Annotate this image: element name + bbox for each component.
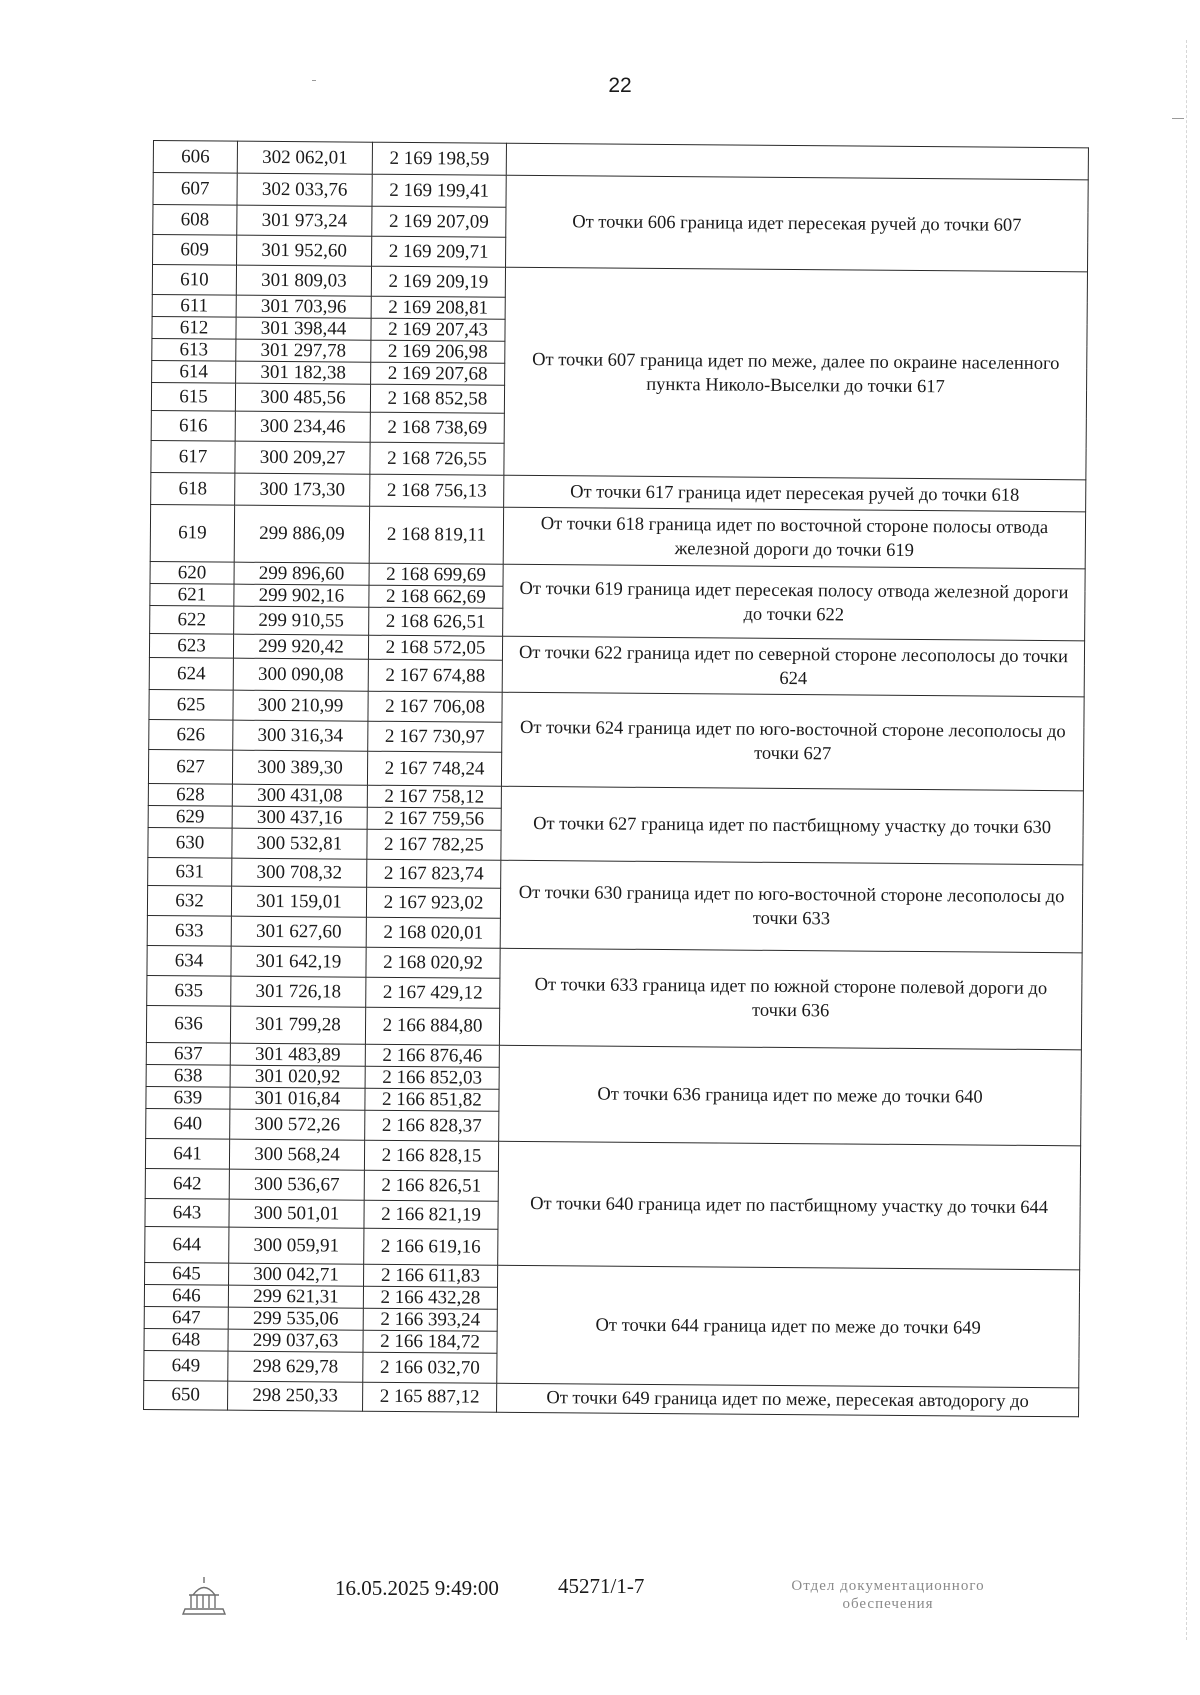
point-number-cell: 614 xyxy=(152,360,236,383)
y-coordinate-cell: 2 166 828,15 xyxy=(364,1140,498,1171)
x-coordinate-cell: 299 896,60 xyxy=(234,562,369,585)
x-coordinate-cell: 301 398,44 xyxy=(236,317,371,340)
point-number-cell: 644 xyxy=(145,1226,229,1263)
x-coordinate-cell: 301 020,92 xyxy=(230,1065,365,1088)
y-coordinate-cell: 2 167 706,08 xyxy=(368,691,502,722)
stamp-line-2: обеспечения xyxy=(842,1596,934,1612)
point-number-cell: 634 xyxy=(147,945,231,976)
y-coordinate-cell: 2 169 207,68 xyxy=(371,362,505,385)
y-coordinate-cell: 2 166 852,03 xyxy=(365,1066,499,1089)
point-number-cell: 627 xyxy=(148,749,232,784)
scan-edge-mark xyxy=(1186,40,1191,1640)
point-number-cell: 621 xyxy=(150,583,234,606)
x-coordinate-cell: 299 920,42 xyxy=(233,634,368,659)
y-coordinate-cell: 2 169 207,43 xyxy=(371,318,505,341)
boundary-description-cell: От точки 636 граница идет по меже до точки 640 xyxy=(499,1045,1082,1146)
point-number-cell: 620 xyxy=(150,561,234,584)
boundary-description-cell: От точки 644 граница идет по меже до точки 649 xyxy=(497,1265,1080,1388)
y-coordinate-cell: 2 166 876,46 xyxy=(365,1044,499,1067)
point-number-cell: 612 xyxy=(152,316,236,339)
point-number-cell: 615 xyxy=(151,382,235,411)
document-code: 45271/1-7 xyxy=(558,1574,645,1598)
point-number-cell: 630 xyxy=(148,827,232,858)
point-number-cell: 640 xyxy=(146,1108,230,1139)
y-coordinate-cell: 2 168 738,69 xyxy=(370,412,504,443)
scan-speck xyxy=(1172,118,1184,119)
x-coordinate-cell: 300 210,99 xyxy=(233,690,368,721)
point-number-cell: 638 xyxy=(146,1064,230,1087)
y-coordinate-cell: 2 166 184,72 xyxy=(363,1330,497,1353)
point-number-cell: 618 xyxy=(151,472,235,505)
boundary-description-cell: От точки 633 граница идет по южной стороне полевой дороги до точки 636 xyxy=(499,948,1082,1050)
x-coordinate-cell: 301 726,18 xyxy=(231,976,366,1007)
point-number-cell: 635 xyxy=(147,975,231,1006)
x-coordinate-cell: 301 627,60 xyxy=(231,916,366,947)
point-number-cell: 636 xyxy=(146,1005,230,1043)
boundary-description-cell: От точки 630 граница идет по юго-восточной стороне лесополосы до точки 633 xyxy=(500,860,1083,953)
x-coordinate-cell: 299 535,06 xyxy=(228,1307,363,1330)
point-number-cell: 642 xyxy=(145,1168,229,1199)
point-number-cell: 631 xyxy=(148,857,232,886)
x-coordinate-cell: 299 910,55 xyxy=(234,606,369,635)
point-number-cell: 606 xyxy=(153,141,237,174)
y-coordinate-cell: 2 166 851,82 xyxy=(365,1088,499,1111)
y-coordinate-cell: 2 167 823,74 xyxy=(367,859,501,888)
point-number-cell: 625 xyxy=(149,689,233,720)
point-number-cell: 641 xyxy=(145,1138,229,1169)
point-number-cell: 646 xyxy=(144,1284,228,1307)
y-coordinate-cell: 2 168 572,05 xyxy=(368,635,502,660)
print-datetime: 16.05.2025 9:49:00 xyxy=(335,1576,499,1600)
x-coordinate-cell: 300 059,91 xyxy=(229,1227,364,1264)
y-coordinate-cell: 2 166 393,24 xyxy=(363,1308,497,1331)
y-coordinate-cell: 2 166 619,16 xyxy=(364,1228,498,1265)
point-number-cell: 623 xyxy=(149,633,233,658)
x-coordinate-cell: 301 016,84 xyxy=(230,1087,365,1110)
x-coordinate-cell: 299 621,31 xyxy=(228,1285,363,1308)
y-coordinate-cell: 2 168 819,11 xyxy=(369,506,503,564)
x-coordinate-cell: 301 973,24 xyxy=(237,205,372,236)
y-coordinate-cell: 2 167 782,25 xyxy=(367,829,501,860)
x-coordinate-cell: 300 173,30 xyxy=(235,473,370,506)
x-coordinate-cell: 300 389,30 xyxy=(232,750,367,785)
point-number-cell: 626 xyxy=(149,719,233,750)
x-coordinate-cell: 300 431,08 xyxy=(232,784,367,807)
table-row xyxy=(144,1380,1079,1416)
point-number-cell: 611 xyxy=(152,294,236,317)
point-number-cell: 639 xyxy=(146,1086,230,1109)
y-coordinate-cell: 2 168 699,69 xyxy=(369,563,503,586)
point-number-cell: 628 xyxy=(148,783,232,806)
y-coordinate-cell: 2 167 759,56 xyxy=(367,807,501,830)
point-number-cell: 616 xyxy=(151,410,235,441)
x-coordinate-cell: 301 642,19 xyxy=(231,946,366,977)
y-coordinate-cell: 2 169 209,71 xyxy=(372,236,506,267)
x-coordinate-cell: 300 501,01 xyxy=(229,1199,364,1228)
x-coordinate-cell: 299 902,16 xyxy=(234,584,369,607)
boundary-description-cell: От точки 619 граница идет пересекая полосу отвода железной дороги до точки 622 xyxy=(503,564,1086,641)
point-number-cell: 650 xyxy=(144,1380,228,1410)
y-coordinate-cell: 2 168 020,01 xyxy=(366,917,500,948)
y-coordinate-cell: 2 167 748,24 xyxy=(367,751,501,786)
y-coordinate-cell: 2 168 662,69 xyxy=(369,585,503,608)
y-coordinate-cell: 2 168 756,13 xyxy=(370,474,504,507)
boundary-description-cell: От точки 627 граница идет по пастбищному участку до точки 630 xyxy=(501,786,1084,865)
y-coordinate-cell: 2 166 432,28 xyxy=(363,1286,497,1309)
point-number-cell: 617 xyxy=(151,440,235,473)
point-number-cell: 613 xyxy=(152,338,236,361)
point-number-cell: 608 xyxy=(153,205,237,236)
coordinates-table xyxy=(143,140,1089,1417)
coordinates-table-body xyxy=(144,141,1089,1417)
boundary-description-cell: От точки 624 граница идет по юго-восточной стороне лесополосы до точки 627 xyxy=(501,692,1084,791)
point-number-cell: 607 xyxy=(153,173,237,206)
point-number-cell: 610 xyxy=(152,265,236,296)
table-row xyxy=(150,504,1085,568)
point-number-cell: 633 xyxy=(147,915,231,946)
x-coordinate-cell: 299 037,63 xyxy=(228,1329,363,1352)
y-coordinate-cell: 2 166 884,80 xyxy=(365,1007,499,1045)
y-coordinate-cell: 2 169 207,09 xyxy=(372,206,506,237)
y-coordinate-cell: 2 168 726,55 xyxy=(370,442,504,475)
point-number-cell: 619 xyxy=(150,504,234,562)
point-number-cell: 648 xyxy=(144,1328,228,1351)
point-number-cell: 624 xyxy=(149,657,233,690)
y-coordinate-cell: 2 169 208,81 xyxy=(371,296,505,319)
description-cell-empty xyxy=(506,143,1088,180)
x-coordinate-cell: 298 250,33 xyxy=(228,1381,363,1411)
y-coordinate-cell: 2 169 199,41 xyxy=(372,174,506,207)
x-coordinate-cell: 300 568,24 xyxy=(229,1139,364,1170)
x-coordinate-cell: 300 536,67 xyxy=(229,1169,364,1200)
x-coordinate-cell: 301 182,38 xyxy=(236,361,371,384)
department-stamp xyxy=(738,1577,1038,1613)
y-coordinate-cell: 2 167 758,12 xyxy=(367,785,501,808)
point-number-cell: 643 xyxy=(145,1198,229,1227)
point-number-cell: 629 xyxy=(148,805,232,828)
y-coordinate-cell: 2 166 826,51 xyxy=(364,1170,498,1201)
point-number-cell: 637 xyxy=(146,1042,230,1065)
y-coordinate-cell: 2 167 674,88 xyxy=(368,659,502,692)
y-coordinate-cell: 2 169 198,59 xyxy=(372,142,506,175)
y-coordinate-cell: 2 167 429,12 xyxy=(366,977,500,1008)
y-coordinate-cell: 2 166 828,37 xyxy=(365,1110,499,1141)
y-coordinate-cell: 2 169 209,19 xyxy=(371,266,505,297)
x-coordinate-cell: 300 090,08 xyxy=(233,658,368,691)
boundary-description-cell: От точки 617 граница идет пересекая ручей до точки 618 xyxy=(504,475,1086,512)
x-coordinate-cell: 300 234,46 xyxy=(235,411,370,442)
x-coordinate-cell: 299 886,09 xyxy=(234,505,369,563)
point-number-cell: 645 xyxy=(145,1262,229,1285)
point-number-cell: 649 xyxy=(144,1350,228,1381)
y-coordinate-cell: 2 167 730,97 xyxy=(368,721,502,752)
x-coordinate-cell: 302 033,76 xyxy=(237,173,372,206)
x-coordinate-cell: 300 437,16 xyxy=(232,806,367,829)
boundary-description-cell: От точки 622 граница идет по северной стороне лесополосы до точки 624 xyxy=(502,636,1084,697)
y-coordinate-cell: 2 166 821,19 xyxy=(364,1200,498,1229)
point-number-cell: 622 xyxy=(150,605,234,634)
x-coordinate-cell: 302 062,01 xyxy=(237,141,372,174)
boundary-description-cell: От точки 618 граница идет по восточной стороне полосы отвода железной дороги до точки 619 xyxy=(503,507,1085,569)
x-coordinate-cell: 300 485,56 xyxy=(235,383,370,412)
x-coordinate-cell: 301 952,60 xyxy=(237,235,372,266)
point-number-cell: 632 xyxy=(147,885,231,916)
stamp-line-1: Отдел документационного xyxy=(791,1578,985,1594)
x-coordinate-cell: 301 799,28 xyxy=(230,1006,365,1044)
y-coordinate-cell: 2 166 032,70 xyxy=(363,1352,497,1383)
y-coordinate-cell: 2 167 923,02 xyxy=(366,887,500,918)
boundary-description-cell: От точки 607 граница идет по меже, далее по окраине населенного пункта Николо-Выселки до точки 617 xyxy=(504,267,1088,480)
emblem-icon xyxy=(180,1574,228,1618)
x-coordinate-cell: 301 483,89 xyxy=(230,1043,365,1066)
x-coordinate-cell: 300 532,81 xyxy=(232,828,367,859)
x-coordinate-cell: 300 708,32 xyxy=(232,858,367,887)
y-coordinate-cell: 2 168 852,58 xyxy=(370,384,504,413)
y-coordinate-cell: 2 165 887,12 xyxy=(363,1382,497,1412)
x-coordinate-cell: 300 209,27 xyxy=(235,441,370,474)
point-number-cell: 647 xyxy=(144,1306,228,1329)
y-coordinate-cell: 2 166 611,83 xyxy=(364,1264,498,1287)
boundary-description-cell: От точки 640 граница идет по пастбищному участку до точки 644 xyxy=(498,1141,1081,1270)
boundary-description-cell: От точки 649 граница идет по меже, пересекая автодорогу до xyxy=(497,1383,1079,1417)
y-coordinate-cell: 2 168 020,92 xyxy=(366,947,500,978)
x-coordinate-cell: 301 809,03 xyxy=(236,265,371,296)
x-coordinate-cell: 301 703,96 xyxy=(236,295,371,318)
x-coordinate-cell: 300 042,71 xyxy=(229,1263,364,1286)
y-coordinate-cell: 2 169 206,98 xyxy=(371,340,505,363)
point-number-cell: 609 xyxy=(153,235,237,266)
x-coordinate-cell: 300 316,34 xyxy=(233,720,368,751)
boundary-description-cell: От точки 606 граница идет пересекая ручей до точки 607 xyxy=(506,175,1089,272)
x-coordinate-cell: 301 159,01 xyxy=(231,886,366,917)
x-coordinate-cell: 301 297,78 xyxy=(236,339,371,362)
x-coordinate-cell: 300 572,26 xyxy=(230,1109,365,1140)
y-coordinate-cell: 2 168 626,51 xyxy=(369,607,503,636)
page-number: 22 xyxy=(608,74,632,97)
x-coordinate-cell: 298 629,78 xyxy=(228,1351,363,1382)
